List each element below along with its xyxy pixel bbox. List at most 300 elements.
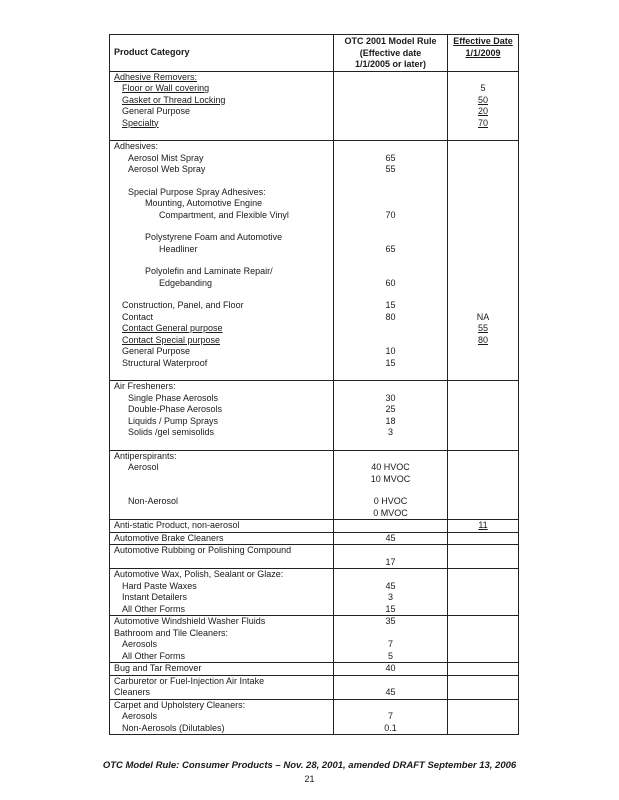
table-spacer-row	[110, 485, 519, 496]
table-row	[110, 462, 519, 474]
otc-2001-value-cell	[334, 289, 448, 300]
header-eff-line1: Effective Date	[453, 36, 513, 46]
product-category-cell	[110, 118, 334, 130]
otc-2001-value: 3	[387, 427, 393, 437]
otc-2001-value: 17	[385, 556, 396, 567]
table-row	[110, 569, 519, 581]
otc-2001-value-cell	[334, 427, 448, 439]
product-category-cell	[110, 106, 334, 118]
table-row	[110, 639, 519, 651]
product-category-text: Structural Waterproof	[122, 357, 208, 368]
otc-2001-value-cell	[334, 323, 448, 335]
table-row	[110, 427, 519, 439]
product-category-cell	[110, 83, 334, 95]
effective-2009-value-cell	[448, 129, 519, 141]
otc-2001-value-cell	[334, 496, 448, 508]
product-category-cell	[110, 545, 334, 557]
product-category-text: Aerosol Mist Spray	[128, 152, 204, 163]
product-category-text: Aerosol Web Spray	[128, 164, 206, 174]
effective-2009-value-cell	[448, 393, 519, 405]
table-spacer-row	[110, 129, 519, 141]
product-category-cell	[110, 462, 334, 474]
effective-2009-value-cell	[448, 255, 519, 266]
product-category-text: Special Purpose Spray Adhesives:	[128, 186, 266, 197]
product-category-text: Aerosols	[122, 711, 158, 721]
product-category-text: Automotive Rubbing or Polishing Compound	[114, 545, 292, 555]
table-row	[110, 141, 519, 153]
otc-2001-value-cell	[334, 450, 448, 462]
otc-2001-value: 40	[385, 663, 396, 673]
table-spacer-row	[110, 369, 519, 381]
product-category-cell	[110, 581, 334, 593]
otc-2001-value: 30	[385, 392, 396, 403]
effective-2009-value-cell	[448, 604, 519, 616]
product-category-text: Bug and Tar Remover	[114, 663, 202, 673]
effective-2009-value-cell	[448, 699, 519, 711]
product-category-text: Contact Special purpose	[122, 334, 221, 345]
table-row	[110, 95, 519, 107]
effective-2009-value-cell	[448, 244, 519, 256]
product-category-cell	[110, 639, 334, 651]
otc-2001-value: 45	[385, 687, 396, 697]
otc-2001-value-cell	[334, 699, 448, 711]
product-category-text: Floor or Wall covering	[122, 83, 210, 93]
otc-2001-value: 15	[385, 300, 396, 310]
effective-2009-value-cell	[448, 198, 519, 210]
effective-2009-value-cell	[448, 358, 519, 370]
otc-2001-value-cell	[334, 335, 448, 347]
product-category-cell	[110, 520, 334, 533]
header-effective-date	[448, 35, 519, 72]
otc-2001-value-cell	[334, 557, 448, 569]
product-category-text: Aerosols	[122, 639, 158, 649]
table-row	[110, 711, 519, 723]
effective-2009-value-cell	[448, 323, 519, 335]
otc-2001-value-cell	[334, 581, 448, 593]
product-category-cell	[110, 232, 334, 244]
header-otc-line3: 1/1/2005 or later)	[354, 59, 427, 69]
otc-2001-value: 5	[387, 650, 393, 661]
otc-2001-value-cell	[334, 663, 448, 676]
effective-2009-value-cell	[448, 141, 519, 153]
otc-2001-value-cell	[334, 71, 448, 83]
table-row	[110, 628, 519, 640]
header-otc-2001-model-rule	[334, 35, 448, 72]
product-category-text: All Other Forms	[122, 650, 186, 661]
product-category-text: Carpet and Upholstery Cleaners:	[114, 699, 246, 710]
otc-2001-value: 60	[385, 277, 396, 288]
otc-2001-value-cell	[334, 83, 448, 95]
product-category-cell	[110, 663, 334, 676]
effective-2009-value-cell	[448, 496, 519, 508]
table-row	[110, 300, 519, 312]
otc-2001-value-cell	[334, 651, 448, 663]
product-category-text: Adhesive Removers:	[114, 71, 198, 82]
otc-2001-value-cell	[334, 244, 448, 256]
otc-2001-value-cell	[334, 141, 448, 153]
effective-2009-value-cell	[448, 312, 519, 324]
table-row	[110, 187, 519, 199]
otc-2001-value-cell	[334, 129, 448, 141]
table-row	[110, 496, 519, 508]
effective-2009-value-cell	[448, 118, 519, 130]
otc-2001-value-cell	[334, 474, 448, 486]
table-row	[110, 687, 519, 699]
otc-2001-value: 45	[385, 580, 396, 591]
product-category-text: Aerosol	[128, 462, 159, 472]
product-category-text: Automotive Windshield Washer Fluids	[114, 616, 266, 626]
product-category-cell	[110, 221, 334, 232]
otc-2001-value-cell	[334, 106, 448, 118]
otc-2001-value-cell	[334, 312, 448, 324]
product-category-cell	[110, 141, 334, 153]
otc-2001-value-cell	[334, 723, 448, 735]
table-row	[110, 404, 519, 416]
table-spacer-row	[110, 255, 519, 266]
otc-2001-value-cell	[334, 266, 448, 278]
product-category-text: Non-Aerosol	[128, 496, 179, 506]
effective-2009-value-cell	[448, 508, 519, 520]
otc-2001-value: 18	[385, 415, 396, 426]
product-category-text: Bathroom and Tile Cleaners:	[114, 627, 229, 638]
effective-2009-value-cell	[448, 450, 519, 462]
otc-2001-value: 10 MVOC	[370, 473, 411, 484]
product-category-cell	[110, 474, 334, 486]
table-row	[110, 651, 519, 663]
product-category-cell	[110, 485, 334, 496]
effective-2009-value-cell	[448, 416, 519, 428]
table-spacer-row	[110, 221, 519, 232]
product-category-text: General Purpose	[122, 106, 191, 116]
product-voc-table-container	[109, 34, 519, 735]
product-category-text: Hard Paste Waxes	[122, 580, 197, 591]
otc-2001-value: 0 MVOC	[373, 507, 408, 518]
otc-2001-value: 35	[385, 616, 396, 626]
effective-2009-value: 50	[477, 94, 488, 105]
product-category-cell	[110, 266, 334, 278]
table-spacer-row	[110, 439, 519, 451]
effective-2009-value-cell	[448, 210, 519, 222]
effective-2009-value-cell	[448, 663, 519, 676]
product-category-cell	[110, 255, 334, 266]
product-category-text: Specialty	[122, 117, 159, 128]
product-category-text: Construction, Panel, and Floor	[122, 300, 244, 310]
product-category-cell	[110, 616, 334, 628]
table-row	[110, 312, 519, 324]
product-category-text: Contact General purpose	[122, 323, 223, 333]
product-category-text: Anti-static Product, non-aerosol	[114, 520, 240, 530]
otc-2001-value-cell	[334, 176, 448, 187]
otc-2001-value-cell	[334, 153, 448, 165]
table-row	[110, 604, 519, 616]
otc-2001-value: 0.1	[384, 722, 397, 733]
otc-2001-value: 70	[385, 209, 396, 220]
table-row	[110, 335, 519, 347]
effective-2009-value-cell	[448, 335, 519, 347]
otc-2001-value: 40 HVOC	[371, 462, 410, 472]
table-row	[110, 83, 519, 95]
effective-2009-value-cell	[448, 83, 519, 95]
product-category-cell	[110, 532, 334, 545]
otc-2001-value: 15	[385, 357, 396, 368]
effective-2009-value-cell	[448, 106, 519, 118]
product-category-text: General Purpose	[122, 346, 191, 356]
product-category-cell	[110, 289, 334, 300]
effective-2009-value-cell	[448, 520, 519, 533]
effective-2009-value-cell	[448, 176, 519, 187]
effective-2009-value-cell	[448, 439, 519, 451]
product-category-cell	[110, 300, 334, 312]
table-row	[110, 474, 519, 486]
table-row	[110, 592, 519, 604]
product-category-text: Automotive Brake Cleaners	[114, 532, 224, 543]
product-category-cell	[110, 496, 334, 508]
effective-2009-value-cell	[448, 581, 519, 593]
product-category-cell	[110, 176, 334, 187]
otc-2001-value-cell	[334, 404, 448, 416]
effective-2009-value: 20	[477, 106, 488, 116]
page-footer: OTC Model Rule: Consumer Products – Nov. 28, 2001, amended DRAFT September 13, 2006	[102, 760, 517, 771]
product-category-text: Mounting, Automotive Engine	[145, 198, 263, 208]
product-category-text: Compartment, and Flexible Vinyl	[159, 209, 289, 220]
otc-2001-value-cell	[334, 711, 448, 723]
effective-2009-value-cell	[448, 592, 519, 604]
table-row	[110, 71, 519, 83]
effective-2009-value-cell	[448, 474, 519, 486]
otc-2001-value-cell	[334, 95, 448, 107]
table-row	[110, 323, 519, 335]
table-row	[110, 545, 519, 557]
effective-2009-value-cell	[448, 289, 519, 300]
product-category-text: Edgebanding	[159, 277, 213, 288]
table-row	[110, 699, 519, 711]
table-row	[110, 106, 519, 118]
otc-2001-value-cell	[334, 462, 448, 474]
product-category-cell	[110, 95, 334, 107]
effective-2009-value-cell	[448, 278, 519, 290]
table-row	[110, 346, 519, 358]
product-category-cell	[110, 508, 334, 520]
product-category-cell	[110, 699, 334, 711]
otc-2001-value-cell	[334, 592, 448, 604]
table-row	[110, 153, 519, 165]
effective-2009-value: NA	[476, 311, 490, 322]
product-category-cell	[110, 711, 334, 723]
effective-2009-value: 55	[477, 323, 488, 333]
product-category-text: Instant Detailers	[122, 592, 188, 602]
product-category-text: Cleaners	[114, 687, 151, 697]
otc-2001-value-cell	[334, 210, 448, 222]
product-category-text: Contact	[122, 311, 154, 322]
effective-2009-value-cell	[448, 532, 519, 545]
header-product-category: Product Category	[110, 35, 334, 72]
product-category-text: Carburetor or Fuel-Injection Air Intake	[114, 675, 265, 686]
product-category-cell	[110, 187, 334, 199]
otc-2001-value-cell	[334, 198, 448, 210]
product-category-text: Automotive Wax, Polish, Sealant or Glaze:	[114, 569, 284, 579]
product-category-text: Antiperspirants:	[114, 450, 177, 461]
effective-2009-value-cell	[448, 187, 519, 199]
product-category-cell	[110, 71, 334, 83]
otc-2001-value: 65	[385, 152, 396, 163]
effective-2009-value-cell	[448, 675, 519, 687]
table-row	[110, 616, 519, 628]
table-row	[110, 358, 519, 370]
otc-2001-value-cell	[334, 187, 448, 199]
product-category-text: Polystyrene Foam and Automotive	[145, 232, 283, 242]
otc-2001-value-cell	[334, 369, 448, 381]
otc-2001-value: 25	[385, 404, 396, 414]
otc-2001-value-cell	[334, 232, 448, 244]
product-category-cell	[110, 278, 334, 290]
effective-2009-value-cell	[448, 221, 519, 232]
table-row	[110, 675, 519, 687]
product-category-cell	[110, 651, 334, 663]
otc-2001-value-cell	[334, 255, 448, 266]
effective-2009-value-cell	[448, 628, 519, 640]
product-category-cell	[110, 628, 334, 640]
table-spacer-row	[110, 289, 519, 300]
header-eff-line2: 1/1/2009	[465, 47, 501, 58]
table-row	[110, 198, 519, 210]
product-category-cell	[110, 369, 334, 381]
otc-2001-value-cell	[334, 616, 448, 628]
table-spacer-row	[110, 176, 519, 187]
otc-2001-value: 65	[385, 243, 396, 254]
effective-2009-value-cell	[448, 651, 519, 663]
table-row	[110, 723, 519, 735]
table-row	[110, 508, 519, 520]
product-category-cell	[110, 439, 334, 451]
table-row	[110, 278, 519, 290]
effective-2009-value-cell	[448, 485, 519, 496]
header-otc-line2: (Effective date	[359, 47, 422, 58]
effective-2009-value-cell	[448, 346, 519, 358]
effective-2009-value-cell	[448, 723, 519, 735]
effective-2009-value-cell	[448, 232, 519, 244]
otc-2001-value: 7	[387, 711, 393, 721]
otc-2001-value-cell	[334, 358, 448, 370]
product-category-cell	[110, 312, 334, 324]
effective-2009-value: 80	[477, 334, 488, 345]
product-category-cell	[110, 723, 334, 735]
otc-2001-value: 10	[385, 346, 396, 356]
effective-2009-value-cell	[448, 711, 519, 723]
product-category-cell	[110, 244, 334, 256]
table-row	[110, 520, 519, 533]
product-category-cell	[110, 335, 334, 347]
product-category-cell	[110, 569, 334, 581]
product-category-cell	[110, 346, 334, 358]
product-category-cell	[110, 427, 334, 439]
otc-2001-value-cell	[334, 532, 448, 545]
effective-2009-value-cell	[448, 462, 519, 474]
effective-2009-value-cell	[448, 557, 519, 569]
product-category-cell	[110, 604, 334, 616]
effective-2009-value-cell	[448, 266, 519, 278]
product-category-cell	[110, 675, 334, 687]
otc-2001-value: 3	[387, 592, 393, 602]
product-category-text: Headliner	[159, 243, 198, 254]
effective-2009-value-cell	[448, 404, 519, 416]
effective-2009-value-cell	[448, 545, 519, 557]
otc-2001-value-cell	[334, 520, 448, 533]
product-category-cell	[110, 358, 334, 370]
effective-2009-value-cell	[448, 687, 519, 699]
product-category-cell	[110, 416, 334, 428]
otc-2001-value-cell	[334, 164, 448, 176]
table-row	[110, 416, 519, 428]
otc-2001-value-cell	[334, 439, 448, 451]
otc-2001-value-cell	[334, 278, 448, 290]
otc-2001-value-cell	[334, 628, 448, 640]
table-row	[110, 210, 519, 222]
table-row	[110, 244, 519, 256]
effective-2009-value-cell	[448, 71, 519, 83]
product-category-text: Solids /gel semisolids	[128, 427, 215, 437]
effective-2009-value-cell	[448, 616, 519, 628]
otc-2001-value: 55	[385, 164, 396, 174]
effective-2009-value: 11	[478, 520, 488, 530]
table-row	[110, 266, 519, 278]
otc-2001-value-cell	[334, 221, 448, 232]
product-category-text: Gasket or Thread Locking	[122, 94, 226, 105]
otc-2001-value: 45	[385, 532, 396, 543]
product-category-text: Air Fresheners:	[114, 381, 176, 391]
table-header-row	[110, 35, 519, 72]
otc-2001-value-cell	[334, 416, 448, 428]
otc-2001-value-cell	[334, 118, 448, 130]
table-row	[110, 232, 519, 244]
otc-2001-value-cell	[334, 508, 448, 520]
otc-2001-value-cell	[334, 300, 448, 312]
effective-2009-value-cell	[448, 95, 519, 107]
product-voc-table	[109, 34, 519, 735]
table-row	[110, 532, 519, 545]
table-row	[110, 557, 519, 569]
product-category-cell	[110, 153, 334, 165]
effective-2009-value-cell	[448, 153, 519, 165]
table-row	[110, 393, 519, 405]
effective-2009-value: 70	[477, 117, 488, 128]
product-category-text: Single Phase Aerosols	[128, 392, 219, 403]
effective-2009-value-cell	[448, 427, 519, 439]
effective-2009-value-cell	[448, 381, 519, 393]
otc-2001-value: 15	[385, 603, 396, 614]
otc-2001-value-cell	[334, 381, 448, 393]
product-category-cell	[110, 450, 334, 462]
effective-2009-value: 5	[480, 83, 486, 93]
otc-2001-value-cell	[334, 675, 448, 687]
header-otc-line1: OTC 2001 Model Rule	[344, 36, 437, 46]
product-category-cell	[110, 129, 334, 141]
product-category-cell	[110, 210, 334, 222]
otc-2001-value-cell	[334, 545, 448, 557]
otc-2001-value-cell	[334, 393, 448, 405]
effective-2009-value-cell	[448, 164, 519, 176]
table-row	[110, 118, 519, 130]
effective-2009-value-cell	[448, 639, 519, 651]
product-category-cell	[110, 687, 334, 699]
product-category-text: Double-Phase Aerosols	[128, 404, 223, 414]
otc-2001-value-cell	[334, 569, 448, 581]
table-row	[110, 381, 519, 393]
effective-2009-value-cell	[448, 569, 519, 581]
otc-2001-value-cell	[334, 604, 448, 616]
product-category-text: All Other Forms	[122, 603, 186, 614]
table-row	[110, 164, 519, 176]
otc-2001-value: 80	[385, 311, 396, 322]
